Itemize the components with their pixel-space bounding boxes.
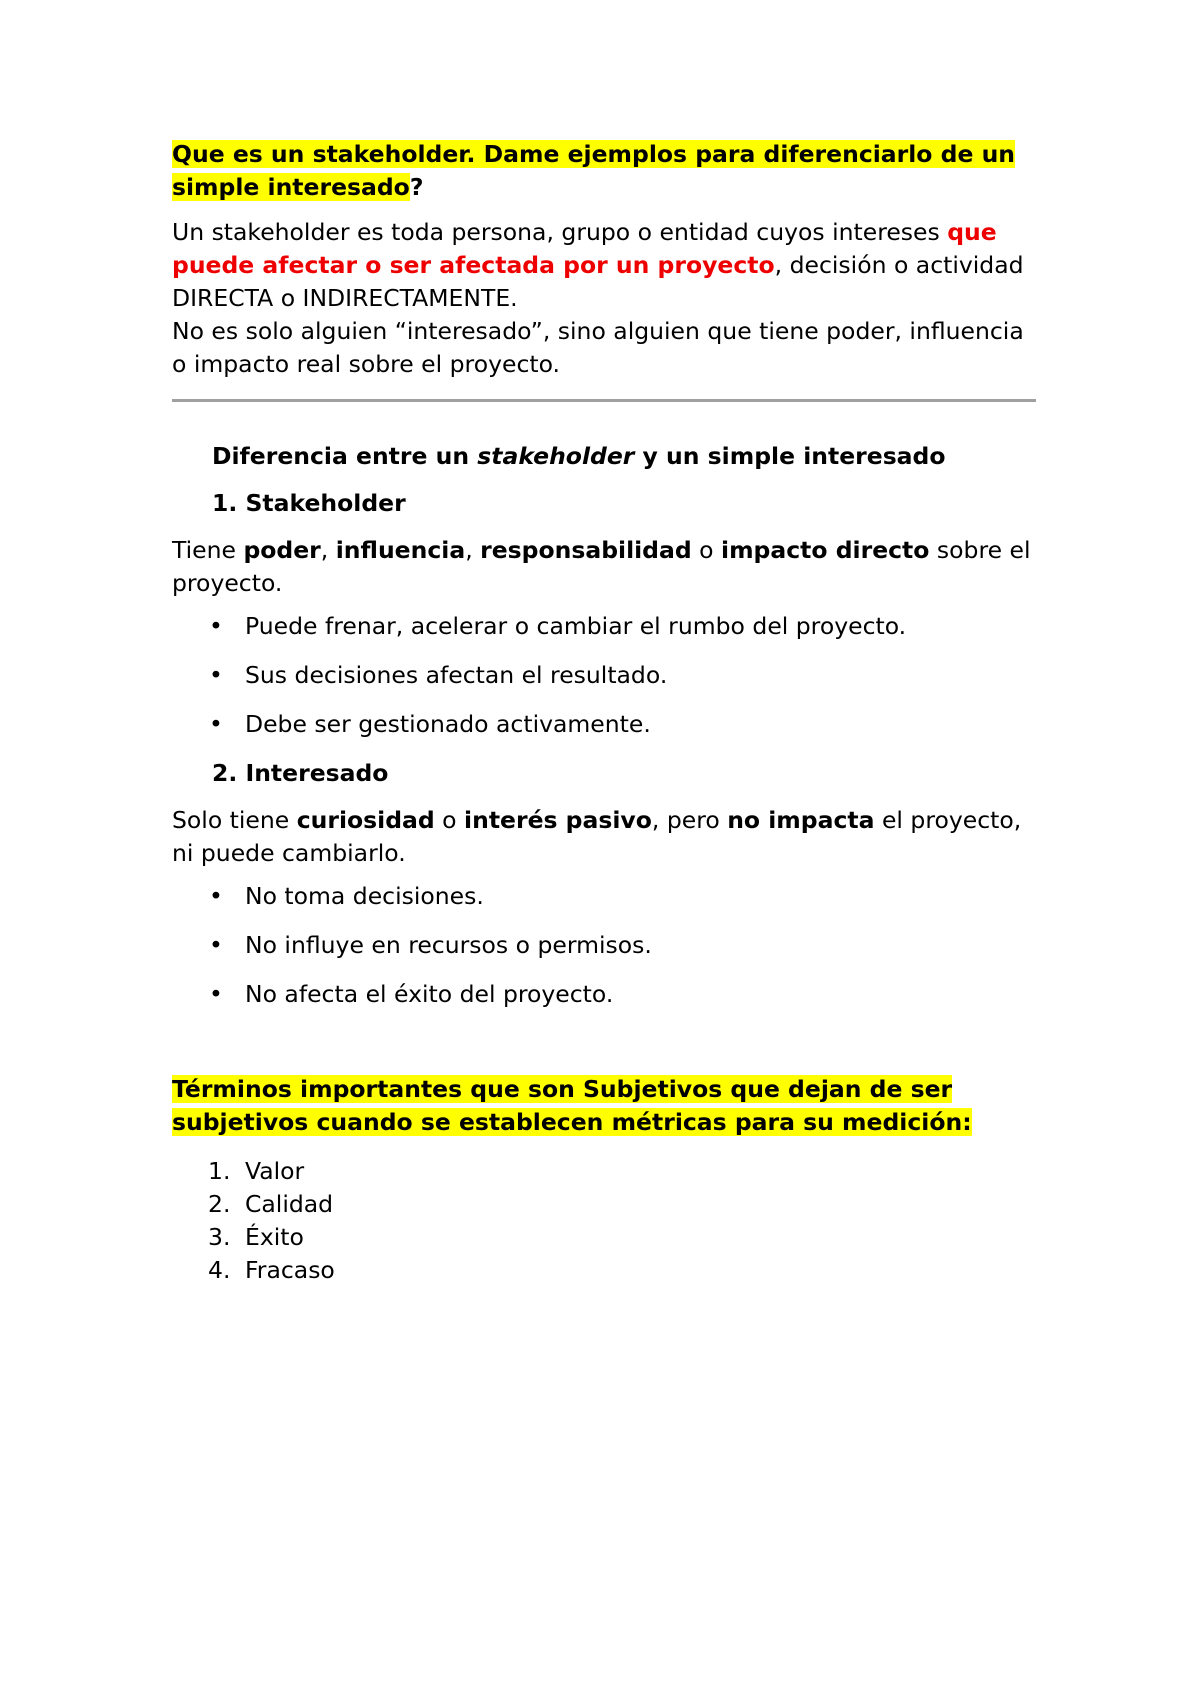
list-item-text: Sus decisiones afectan el resultado.: [245, 661, 668, 689]
intro-red-emphasis: que puede afectar o ser afectada por un proyecto: [172, 218, 997, 279]
terms-numbered-list: [172, 1155, 1042, 1287]
list-item: [172, 708, 1042, 741]
difference-title-italic: stakeholder: [477, 442, 635, 470]
horizontal-rule: [172, 399, 1036, 402]
intro-paragraph-2: No es solo alguien “interesado”, sino alguien que tiene poder, influencia o impacto real sobre el proyecto.: [172, 317, 1024, 378]
bullet-icon: •: [209, 882, 223, 910]
intro-text-end: , decisión o actividad DIRECTA o INDIRECTAMENTE.: [172, 251, 1024, 312]
list-item-text: No toma decisiones.: [245, 882, 484, 910]
bullet-icon: •: [209, 980, 223, 1008]
bullet-icon: •: [209, 710, 223, 738]
list-number: 4.: [208, 1256, 231, 1284]
list-item-text: Puede frenar, acelerar o cambiar el rumbo del proyecto.: [245, 612, 907, 640]
list-item-text: Debe ser gestionado activamente.: [245, 710, 651, 738]
intro-text-start: Un stakeholder es toda persona, grupo o entidad cuyos intereses: [172, 218, 948, 246]
list-item-text: Calidad: [245, 1190, 334, 1218]
list-item: [172, 978, 1042, 1011]
bold-term: interés pasivo: [464, 806, 652, 834]
document-page: [172, 138, 1042, 1287]
bold-term: no impacta: [727, 806, 875, 834]
question-mark: ?: [409, 173, 424, 201]
list-item: [172, 1254, 1042, 1287]
list-item: [172, 880, 1042, 913]
text-segment: ,: [465, 536, 481, 564]
list-item: [172, 929, 1042, 962]
list-item-text: Valor: [245, 1157, 305, 1185]
text-segment: sobre el proyecto.: [172, 536, 1031, 597]
list-item: [172, 610, 1042, 643]
list-item-text: Fracaso: [245, 1256, 335, 1284]
list-item: [172, 1155, 1042, 1188]
bullet-icon: •: [209, 612, 223, 640]
bold-term: impacto directo: [721, 536, 930, 564]
list-number: 3.: [208, 1223, 231, 1251]
interesado-description: [172, 804, 1042, 870]
list-number: 1.: [208, 1157, 231, 1185]
text-segment: , pero: [651, 806, 728, 834]
list-item: [172, 1221, 1042, 1254]
difference-title-end: y un simple interesado: [634, 442, 946, 470]
list-number: 2.: [208, 1190, 231, 1218]
text-segment: o: [434, 806, 465, 834]
question-highlight: Términos importantes que son Subjetivos que dejan de ser subjetivos cuando se establecen métricas para su medición:: [172, 1075, 972, 1136]
list-item-text: Éxito: [245, 1223, 304, 1251]
list-item-text: No influye en recursos o permisos.: [245, 931, 652, 959]
text-segment: ,: [320, 536, 336, 564]
list-item-text: No afecta el éxito del proyecto.: [245, 980, 614, 1008]
text-segment: o: [691, 536, 722, 564]
bold-term: curiosidad: [296, 806, 435, 834]
list-item: [172, 659, 1042, 692]
bullet-icon: •: [209, 931, 223, 959]
difference-title-start: Diferencia entre un: [212, 442, 478, 470]
section-heading-interesado: 2. Interesado: [212, 759, 389, 787]
question-highlight: Que es un stakeholder. Dame ejemplos para diferenciarlo de un simple interesado: [172, 140, 1016, 201]
intro-paragraph: [172, 216, 1042, 315]
bold-term: influencia: [335, 536, 466, 564]
text-segment: Solo tiene: [172, 806, 297, 834]
list-item: [172, 1188, 1042, 1221]
stakeholder-description: [172, 534, 1042, 600]
question-heading-terms: [172, 1073, 1042, 1139]
section-heading-stakeholder: 1. Stakeholder: [212, 489, 406, 517]
bold-term: responsabilidad: [480, 536, 692, 564]
interesado-bullet-list: [172, 880, 1042, 1011]
text-segment: Tiene: [172, 536, 244, 564]
question-heading-stakeholder: [172, 138, 1042, 204]
stakeholder-bullet-list: [172, 610, 1042, 741]
text-segment: el proyecto, ni puede cambiarlo.: [172, 806, 1022, 867]
bold-term: poder: [243, 536, 321, 564]
bullet-icon: •: [209, 661, 223, 689]
difference-title: [212, 440, 1042, 473]
